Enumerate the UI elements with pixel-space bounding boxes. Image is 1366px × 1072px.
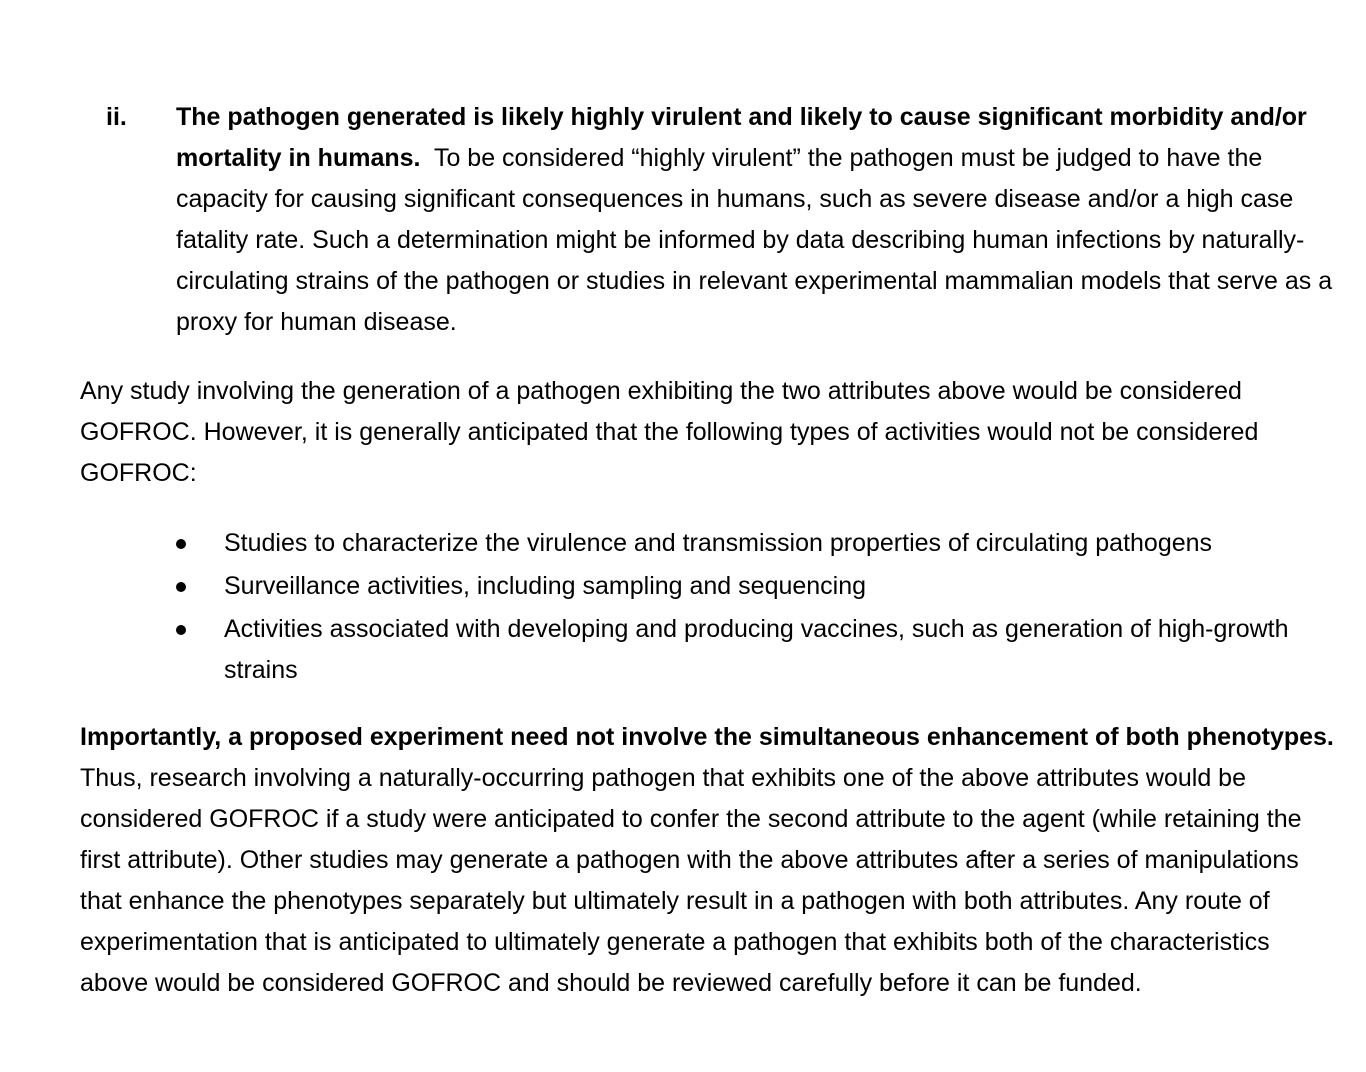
bullet-icon [176,539,186,549]
bullet-icon [176,582,186,592]
item-body-text: To be considered “highly virulent” the pathogen must be judged to have the capacity for causing significant consequences in humans, such as severe disease and/or a high case fatality rate. Such a determination might be informed by data describing human infections by naturally-circulating strains of the pathogen or studies in relevant experimental mammalian models that serve as a proxy for human disease. [176,144,1333,336]
list-item-text: Activities associated with developing and producing vaccines, such as generation of high-growth strains [224,615,1289,684]
item-number: ii. [106,103,127,131]
paragraph-gofroc-definition: Any study involving the generation of a pathogen exhibiting the two attributes above would be considered GOFROC. However, it is generally anticipated that the following types of activities would not be considered GOFROC: [80,377,1259,487]
item-bold-lead: The pathogen generated is likely highly virulent and likely to cause significant morbidity and/or mortality in humans. [176,103,1307,172]
bullet-icon [176,625,186,635]
paragraph-body-text: Thus, research involving a naturally-occurring pathogen that exhibits one of the above attributes would be considered GOFROC if a study were anticipated to confer the second attribute to the agent (while retaining the first attribute). Other studies may generate a pathogen with the above attributes after a series of manipulations that enhance the phenotypes separately but ultimately result in a pathogen with both attributes. Any route of experimentation that is anticipated to ultimately generate a pathogen that exhibits both of the characteristics above would be considered GOFROC and should be reviewed carefully before it can be funded. [80,764,1302,997]
list-item [172,523,1352,564]
paragraph-bold-lead: Importantly, a proposed experiment need not involve the simultaneous enhancement of both phenotypes. [80,723,1334,751]
exclusion-list [172,523,1352,693]
list-item [172,609,1352,691]
item-text [176,97,1336,343]
list-item-text: Surveillance activities, including sampling and sequencing [224,572,867,600]
paragraph-importantly [80,717,1342,1004]
list-item-text: Studies to characterize the virulence and transmission properties of circulating pathogens [224,529,1213,557]
list-item [172,566,1352,607]
